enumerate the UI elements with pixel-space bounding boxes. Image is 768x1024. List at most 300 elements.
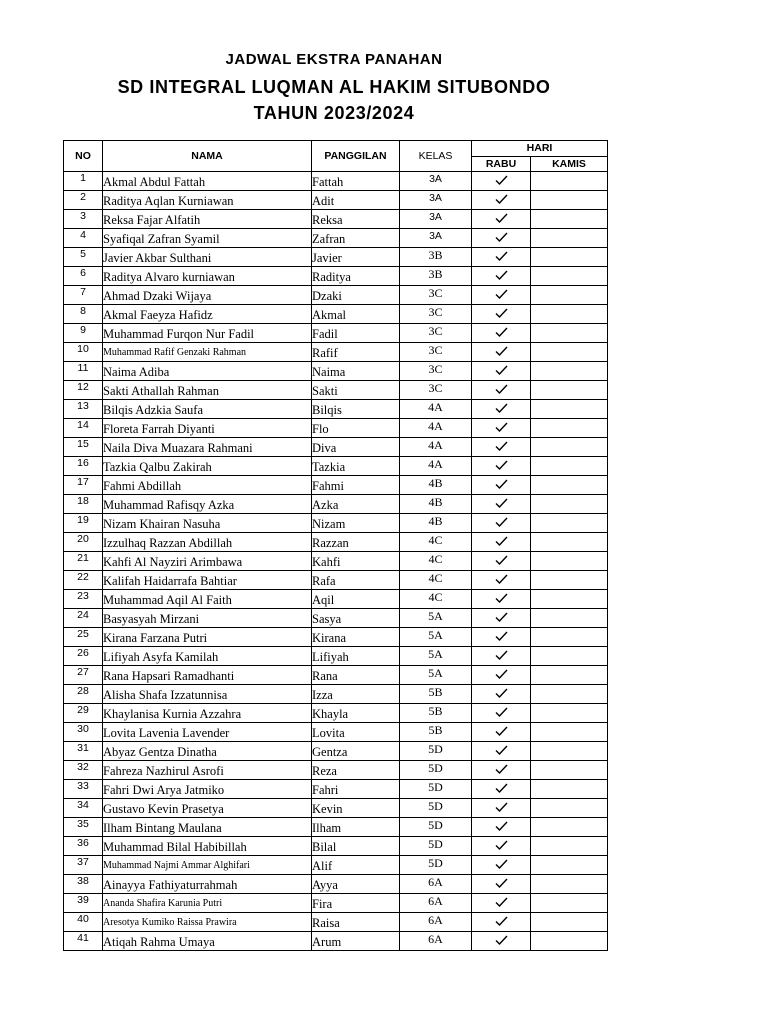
row-number: 18 <box>64 495 103 514</box>
checkmark-icon <box>495 707 508 717</box>
checkmark-icon <box>495 650 508 660</box>
wednesday-cell <box>472 837 531 856</box>
wednesday-cell <box>472 875 531 894</box>
column-header-hari: HARI <box>472 141 608 157</box>
row-number: 27 <box>64 666 103 685</box>
thursday-cell <box>531 913 608 932</box>
class: 4A <box>400 419 472 438</box>
student-name: Sakti Athallah Rahman <box>103 381 312 400</box>
row-number: 26 <box>64 647 103 666</box>
wednesday-cell <box>472 666 531 685</box>
row-number: 35 <box>64 818 103 837</box>
table-row <box>64 381 608 400</box>
nickname: Raisa <box>312 913 400 932</box>
wednesday-cell <box>472 780 531 799</box>
class: 5D <box>400 799 472 818</box>
thursday-cell <box>531 704 608 723</box>
row-number: 25 <box>64 628 103 647</box>
thursday-cell <box>531 438 608 457</box>
wednesday-cell <box>472 305 531 324</box>
thursday-cell <box>531 267 608 286</box>
student-name: Nizam Khairan Nasuha <box>103 514 312 533</box>
wednesday-cell <box>472 514 531 533</box>
nickname: Nizam <box>312 514 400 533</box>
nickname: Lifiyah <box>312 647 400 666</box>
student-name: Basyasyah Mirzani <box>103 609 312 628</box>
nickname: Sasya <box>312 609 400 628</box>
nickname: Fadil <box>312 324 400 343</box>
row-number: 40 <box>64 913 103 932</box>
nickname: Adit <box>312 191 400 210</box>
nickname: Raditya <box>312 267 400 286</box>
thursday-cell <box>531 286 608 305</box>
wednesday-cell <box>472 590 531 609</box>
thursday-cell <box>531 305 608 324</box>
student-name: Naila Diva Muazara Rahmani <box>103 438 312 457</box>
table-row <box>64 837 608 856</box>
table-row <box>64 685 608 704</box>
wednesday-cell <box>472 191 531 210</box>
row-number: 4 <box>64 229 103 248</box>
checkmark-icon <box>495 194 508 204</box>
thursday-cell <box>531 229 608 248</box>
student-name: Akmal Faeyza Hafidz <box>103 305 312 324</box>
checkmark-icon <box>495 726 508 736</box>
class: 6A <box>400 913 472 932</box>
class: 4C <box>400 590 472 609</box>
thursday-cell <box>531 400 608 419</box>
table-row <box>64 799 608 818</box>
class: 5D <box>400 742 472 761</box>
row-number: 16 <box>64 457 103 476</box>
table-row <box>64 419 608 438</box>
class: 6A <box>400 932 472 951</box>
table-row <box>64 704 608 723</box>
checkmark-icon <box>495 631 508 641</box>
nickname: Fattah <box>312 172 400 191</box>
wednesday-cell <box>472 362 531 381</box>
wednesday-cell <box>472 932 531 951</box>
row-number: 30 <box>64 723 103 742</box>
checkmark-icon <box>495 308 508 318</box>
nickname: Diva <box>312 438 400 457</box>
row-number: 3 <box>64 210 103 229</box>
row-number: 7 <box>64 286 103 305</box>
student-name: Ainayya Fathiyaturrahmah <box>103 875 312 894</box>
nickname: Bilal <box>312 837 400 856</box>
nickname: Dzaki <box>312 286 400 305</box>
student-name: Ilham Bintang Maulana <box>103 818 312 837</box>
class: 4C <box>400 533 472 552</box>
thursday-cell <box>531 191 608 210</box>
student-name: Raditya Alvaro kurniawan <box>103 267 312 286</box>
wednesday-cell <box>472 457 531 476</box>
nickname: Sakti <box>312 381 400 400</box>
table-body <box>64 172 608 951</box>
table-row <box>64 723 608 742</box>
wednesday-cell <box>472 248 531 267</box>
row-number: 21 <box>64 552 103 571</box>
class: 5A <box>400 647 472 666</box>
wednesday-cell <box>472 267 531 286</box>
wednesday-cell <box>472 799 531 818</box>
student-name: Naima Adiba <box>103 362 312 381</box>
wednesday-cell <box>472 229 531 248</box>
table-row <box>64 533 608 552</box>
wednesday-cell <box>472 172 531 191</box>
checkmark-icon <box>495 479 508 489</box>
checkmark-icon <box>495 460 508 470</box>
thursday-cell <box>531 894 608 913</box>
student-name: Aresotya Kumiko Raissa Prawira <box>103 913 312 932</box>
thursday-cell <box>531 552 608 571</box>
nickname: Ayya <box>312 875 400 894</box>
nickname: Kevin <box>312 799 400 818</box>
class: 3B <box>400 267 472 286</box>
table-row <box>64 400 608 419</box>
checkmark-icon <box>495 403 508 413</box>
student-name: Muhammad Aqil Al Faith <box>103 590 312 609</box>
table-row <box>64 761 608 780</box>
wednesday-cell <box>472 628 531 647</box>
class: 4A <box>400 457 472 476</box>
thursday-cell <box>531 628 608 647</box>
student-name: Kalifah Haidarrafa Bahtiar <box>103 571 312 590</box>
class: 4A <box>400 400 472 419</box>
thursday-cell <box>531 495 608 514</box>
nickname: Bilqis <box>312 400 400 419</box>
student-name: Reksa Fajar Alfatih <box>103 210 312 229</box>
thursday-cell <box>531 590 608 609</box>
wednesday-cell <box>472 856 531 875</box>
row-number: 2 <box>64 191 103 210</box>
nickname: Lovita <box>312 723 400 742</box>
table-row <box>64 457 608 476</box>
table-header <box>64 141 608 172</box>
table-row <box>64 628 608 647</box>
table-row <box>64 324 608 343</box>
student-name: Muhammad Rafif Genzaki Rahman <box>103 343 312 362</box>
row-number: 9 <box>64 324 103 343</box>
thursday-cell <box>531 875 608 894</box>
wednesday-cell <box>472 704 531 723</box>
thursday-cell <box>531 172 608 191</box>
row-number: 15 <box>64 438 103 457</box>
class: 3A <box>400 229 472 248</box>
table-row <box>64 343 608 362</box>
wednesday-cell <box>472 533 531 552</box>
wednesday-cell <box>472 571 531 590</box>
thursday-cell <box>531 210 608 229</box>
thursday-cell <box>531 818 608 837</box>
student-name: Ananda Shafira Karunia Putri <box>103 894 312 913</box>
table-row <box>64 780 608 799</box>
class: 5D <box>400 780 472 799</box>
school-year: TAHUN 2023/2024 <box>253 103 415 123</box>
table-row <box>64 875 608 894</box>
checkmark-icon <box>495 517 508 527</box>
table-row <box>64 818 608 837</box>
class: 3C <box>400 381 472 400</box>
nickname: Rana <box>312 666 400 685</box>
class: 5D <box>400 837 472 856</box>
student-name: Bilqis Adzkia Saufa <box>103 400 312 419</box>
class: 5A <box>400 666 472 685</box>
column-header-rabu: RABU <box>472 156 531 172</box>
class: 5D <box>400 818 472 837</box>
nickname: Rafif <box>312 343 400 362</box>
wednesday-cell <box>472 438 531 457</box>
class: 4B <box>400 514 472 533</box>
student-name: Syafiqal Zafran Syamil <box>103 229 312 248</box>
column-header-panggilan: PANGGILAN <box>312 141 400 172</box>
nickname: Ilham <box>312 818 400 837</box>
table-row <box>64 191 608 210</box>
class: 3A <box>400 172 472 191</box>
class: 3A <box>400 191 472 210</box>
checkmark-icon <box>495 802 508 812</box>
student-name: Javier Akbar Sulthani <box>103 248 312 267</box>
student-name: Tazkia Qalbu Zakirah <box>103 457 312 476</box>
row-number: 41 <box>64 932 103 951</box>
thursday-cell <box>531 476 608 495</box>
nickname: Javier <box>312 248 400 267</box>
class: 5A <box>400 609 472 628</box>
class: 6A <box>400 875 472 894</box>
wednesday-cell <box>472 343 531 362</box>
table-row <box>64 552 608 571</box>
table-row <box>64 609 608 628</box>
nickname: Arum <box>312 932 400 951</box>
checkmark-icon <box>495 251 508 261</box>
table-row <box>64 894 608 913</box>
wednesday-cell <box>472 381 531 400</box>
row-number: 5 <box>64 248 103 267</box>
wednesday-cell <box>472 552 531 571</box>
nickname: Azka <box>312 495 400 514</box>
student-name: Izzulhaq Razzan Abdillah <box>103 533 312 552</box>
class: 4C <box>400 571 472 590</box>
checkmark-icon <box>495 897 508 907</box>
wednesday-cell <box>472 761 531 780</box>
wednesday-cell <box>472 647 531 666</box>
wednesday-cell <box>472 723 531 742</box>
student-name: Rana Hapsari Ramadhanti <box>103 666 312 685</box>
column-header-no: NO <box>64 141 103 172</box>
checkmark-icon <box>495 745 508 755</box>
student-name: Fahmi Abdillah <box>103 476 312 495</box>
table-row <box>64 514 608 533</box>
thursday-cell <box>531 799 608 818</box>
nickname: Izza <box>312 685 400 704</box>
checkmark-icon <box>495 175 508 185</box>
checkmark-icon <box>495 821 508 831</box>
row-number: 1 <box>64 172 103 191</box>
checkmark-icon <box>495 859 508 869</box>
row-number: 12 <box>64 381 103 400</box>
checkmark-icon <box>495 270 508 280</box>
table-row <box>64 229 608 248</box>
thursday-cell <box>531 761 608 780</box>
row-number: 17 <box>64 476 103 495</box>
table-row <box>64 495 608 514</box>
nickname: Naima <box>312 362 400 381</box>
student-name: Fahreza Nazhirul Asrofi <box>103 761 312 780</box>
class: 5B <box>400 704 472 723</box>
nickname: Khayla <box>312 704 400 723</box>
row-number: 28 <box>64 685 103 704</box>
wednesday-cell <box>472 913 531 932</box>
checkmark-icon <box>495 783 508 793</box>
checkmark-icon <box>495 498 508 508</box>
table-row <box>64 286 608 305</box>
checkmark-icon <box>495 346 508 356</box>
wednesday-cell <box>472 818 531 837</box>
class: 5B <box>400 723 472 742</box>
wednesday-cell <box>472 286 531 305</box>
table-row <box>64 932 608 951</box>
checkmark-icon <box>495 441 508 451</box>
thursday-cell <box>531 609 608 628</box>
thursday-cell <box>531 666 608 685</box>
thursday-cell <box>531 324 608 343</box>
row-number: 33 <box>64 780 103 799</box>
class: 4B <box>400 476 472 495</box>
table-row <box>64 210 608 229</box>
table-row <box>64 742 608 761</box>
student-name: Muhammad Rafisqy Azka <box>103 495 312 514</box>
thursday-cell <box>531 343 608 362</box>
table-row <box>64 913 608 932</box>
row-number: 20 <box>64 533 103 552</box>
thursday-cell <box>531 457 608 476</box>
thursday-cell <box>531 932 608 951</box>
nickname: Tazkia <box>312 457 400 476</box>
class: 6A <box>400 894 472 913</box>
checkmark-icon <box>495 555 508 565</box>
nickname: Fira <box>312 894 400 913</box>
student-name: Lovita Lavenia Lavender <box>103 723 312 742</box>
school-name: SD INTEGRAL LUQMAN AL HAKIM SITUBONDO <box>117 77 551 97</box>
nickname: Akmal <box>312 305 400 324</box>
class: 3C <box>400 324 472 343</box>
row-number: 22 <box>64 571 103 590</box>
student-name: Gustavo Kevin Prasetya <box>103 799 312 818</box>
checkmark-icon <box>495 840 508 850</box>
row-number: 36 <box>64 837 103 856</box>
checkmark-icon <box>495 289 508 299</box>
thursday-cell <box>531 381 608 400</box>
table-row <box>64 267 608 286</box>
wednesday-cell <box>472 476 531 495</box>
table-row <box>64 647 608 666</box>
student-name: Khaylanisa Kurnia Azzahra <box>103 704 312 723</box>
checkmark-icon <box>495 327 508 337</box>
student-name: Muhammad Bilal Habibillah <box>103 837 312 856</box>
row-number: 11 <box>64 362 103 381</box>
checkmark-icon <box>495 916 508 926</box>
nickname: Reza <box>312 761 400 780</box>
row-number: 38 <box>64 875 103 894</box>
student-name: Abyaz Gentza Dinatha <box>103 742 312 761</box>
class: 3C <box>400 305 472 324</box>
wednesday-cell <box>472 400 531 419</box>
thursday-cell <box>531 647 608 666</box>
student-name: Lifiyah Asyfa Kamilah <box>103 647 312 666</box>
nickname: Aqil <box>312 590 400 609</box>
wednesday-cell <box>472 210 531 229</box>
thursday-cell <box>531 248 608 267</box>
row-number: 32 <box>64 761 103 780</box>
class: 4A <box>400 438 472 457</box>
thursday-cell <box>531 742 608 761</box>
thursday-cell <box>531 780 608 799</box>
wednesday-cell <box>472 419 531 438</box>
checkmark-icon <box>495 232 508 242</box>
checkmark-icon <box>495 593 508 603</box>
nickname: Flo <box>312 419 400 438</box>
nickname: Rafa <box>312 571 400 590</box>
row-number: 34 <box>64 799 103 818</box>
table-row <box>64 172 608 191</box>
class: 3C <box>400 343 472 362</box>
nickname: Fahmi <box>312 476 400 495</box>
student-name: Muhammad Najmi Ammar Alghifari <box>103 856 312 875</box>
column-header-kelas: KELAS <box>400 141 472 172</box>
student-name: Raditya Aqlan Kurniawan <box>103 191 312 210</box>
row-number: 23 <box>64 590 103 609</box>
student-name: Floreta Farrah Diyanti <box>103 419 312 438</box>
checkmark-icon <box>495 688 508 698</box>
class: 3C <box>400 286 472 305</box>
table-row <box>64 248 608 267</box>
checkmark-icon <box>495 536 508 546</box>
checkmark-icon <box>495 612 508 622</box>
wednesday-cell <box>472 685 531 704</box>
row-number: 6 <box>64 267 103 286</box>
checkmark-icon <box>495 422 508 432</box>
class: 5D <box>400 761 472 780</box>
nickname: Kahfi <box>312 552 400 571</box>
table-row <box>64 438 608 457</box>
row-number: 29 <box>64 704 103 723</box>
row-number: 37 <box>64 856 103 875</box>
student-name: Ahmad Dzaki Wijaya <box>103 286 312 305</box>
student-name: Kirana Farzana Putri <box>103 628 312 647</box>
table-row <box>64 590 608 609</box>
thursday-cell <box>531 723 608 742</box>
row-number: 24 <box>64 609 103 628</box>
checkmark-icon <box>495 213 508 223</box>
thursday-cell <box>531 362 608 381</box>
table-row <box>64 476 608 495</box>
column-header-nama: NAMA <box>103 141 312 172</box>
checkmark-icon <box>495 935 508 945</box>
student-name: Atiqah Rahma Umaya <box>103 932 312 951</box>
checkmark-icon <box>495 384 508 394</box>
class: 4B <box>400 495 472 514</box>
row-number: 10 <box>64 343 103 362</box>
thursday-cell <box>531 837 608 856</box>
row-number: 19 <box>64 514 103 533</box>
nickname: Fahri <box>312 780 400 799</box>
thursday-cell <box>531 856 608 875</box>
wednesday-cell <box>472 894 531 913</box>
class: 5B <box>400 685 472 704</box>
table-row <box>64 571 608 590</box>
student-name: Kahfi Al Nayziri Arimbawa <box>103 552 312 571</box>
row-number: 14 <box>64 419 103 438</box>
